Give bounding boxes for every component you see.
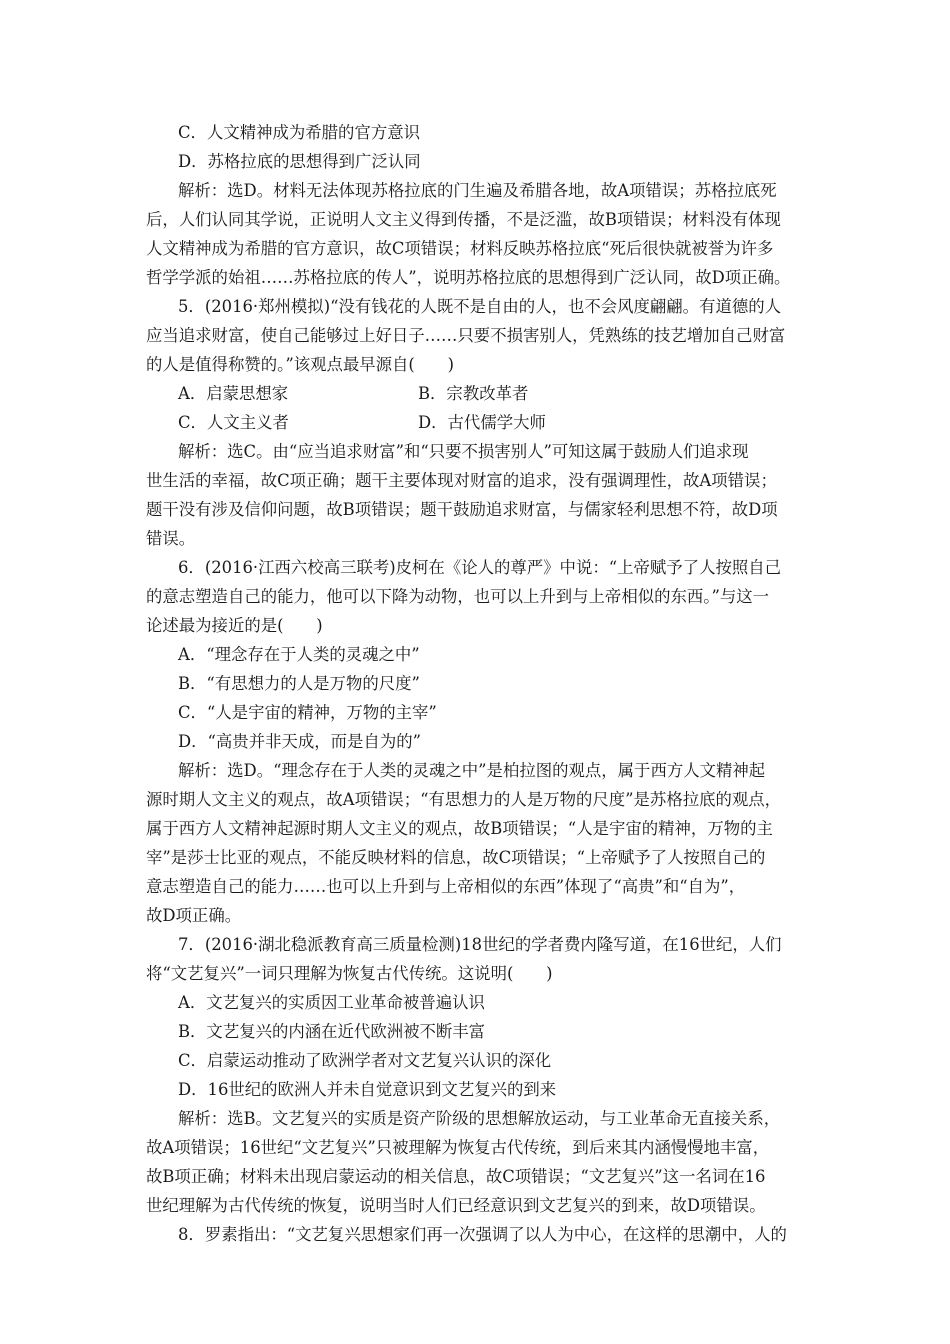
analysis-line: 后，人们认同其学说，正说明人文主义得到传播，不是泛滥，故B项错误；材料没有体现	[146, 210, 781, 229]
question-stem: 的意志塑造自己的能力，他可以下降为动物，也可以上升到与上帝相似的东西。”与这一	[146, 587, 770, 606]
analysis-line: 意志塑造自己的能力……也可以上升到与上帝相似的东西”体现了“高贵”和“自为”，	[146, 877, 746, 896]
analysis-line: 解析：选D。材料无法体现苏格拉底的门生遍及希腊各地，故A项错误；苏格拉底死	[178, 181, 777, 200]
question-stem: 6．(2016·江西六校高三联考)皮柯在《论人的尊严》中说：“上帝赋予了人按照自己	[178, 558, 782, 577]
option-c: C．“人是宇宙的精神，万物的主宰”	[178, 703, 437, 722]
option-d: D．“高贵并非天成，而是自为的”	[178, 732, 421, 751]
analysis-line: 解析：选D。“理念存在于人类的灵魂之中”是柏拉图的观点，属于西方人文精神起	[178, 761, 766, 780]
question-stem: 5．(2016·郑州模拟)“没有钱花的人既不是自由的人，也不会风度翩翩。有道德的人	[178, 297, 782, 316]
option-a: A．启蒙思想家	[178, 384, 289, 403]
question-stem: 7．(2016·湖北稳派教育高三质量检测)18世纪的学者费内隆写道，在16世纪，人们	[178, 935, 782, 954]
option-b: B．“有思想力的人是万物的尺度”	[178, 674, 420, 693]
option-d: D．古代儒学大师	[418, 413, 546, 432]
option-a: A．“理念存在于人类的灵魂之中”	[178, 645, 420, 664]
analysis-line: 解析：选B。文艺复兴的实质是资产阶级的思想解放运动，与工业革命无直接关系，	[178, 1109, 781, 1128]
analysis-line: 世纪理解为古代传统的恢复，说明当时人们已经意识到文艺复兴的到来，故D项错误。	[146, 1196, 766, 1215]
option-a: A．文艺复兴的实质因工业革命被普遍认识	[178, 993, 485, 1012]
analysis-line: 故D项正确。	[146, 906, 242, 925]
question-stem: 论述最为接近的是( )	[146, 616, 323, 635]
analysis-line: 故B项正确；材料未出现启蒙运动的相关信息，故C项错误；“文艺复兴”这一名词在16	[146, 1167, 766, 1186]
option-line: D．苏格拉底的思想得到广泛认同	[178, 152, 421, 171]
analysis-line: 源时期人文主义的观点，故A项错误；“有思想力的人是万物的尺度”是苏格拉底的观点，	[146, 790, 782, 809]
analysis-line: 世生活的幸福，故C项正确；题干主要体现对财富的追求，没有强调理性，故A项错误；	[146, 471, 777, 490]
option-b: B．宗教改革者	[418, 384, 529, 403]
analysis-line: 宰”是莎士比亚的观点，不能反映材料的信息，故C项错误；“上帝赋予了人按照自己的	[146, 848, 766, 867]
analysis-line: 哲学学派的始祖……苏格拉底的传人”，说明苏格拉底的思想得到广泛认同，故D项正确。	[146, 268, 791, 287]
question-stem: 将“文艺复兴”一词只理解为恢复古代传统。这说明( )	[146, 964, 553, 983]
analysis-line: 人文精神成为希腊的官方意识，故C项错误；材料反映苏格拉底“死后很快就被誉为许多	[146, 239, 774, 258]
analysis-line: 题干没有涉及信仰问题，故B项错误；题干鼓励追求财富，与儒家轻利思想不符，故D项	[146, 500, 778, 519]
question-stem: 的人是值得称赞的。”该观点最早源自( )	[146, 355, 454, 374]
question-stem: 应当追求财富，使自己能够过上好日子……只要不损害别人，凭熟练的技艺增加自己财富	[146, 326, 786, 345]
option-line: C．人文精神成为希腊的官方意识	[178, 123, 421, 142]
option-b: B．文艺复兴的内涵在近代欧洲被不断丰富	[178, 1022, 486, 1041]
option-row	[146, 408, 808, 437]
option-c: C．人文主义者	[178, 413, 289, 432]
analysis-line: 故A项错误；16世纪“文艺复兴”只被理解为恢复古代传统，到后来其内涵慢慢地丰富，	[146, 1138, 770, 1157]
document-page	[146, 118, 808, 1249]
analysis-line: 解析：选C。由“应当追求财富”和“只要不损害别人”可知这属于鼓励人们追求现	[178, 442, 749, 461]
question-stem: 8．罗素指出：“文艺复兴思想家们再一次强调了以人为中心，在这样的思潮中，人的	[178, 1225, 787, 1244]
option-d: D．16世纪的欧洲人并未自觉意识到文艺复兴的到来	[178, 1080, 557, 1099]
option-row	[146, 379, 808, 408]
analysis-line: 属于西方人文精神起源时期人文主义的观点，故B项错误；“人是宇宙的精神，万物的主	[146, 819, 773, 838]
option-c: C．启蒙运动推动了欧洲学者对文艺复兴认识的深化	[178, 1051, 552, 1070]
analysis-line: 错误。	[146, 529, 196, 548]
